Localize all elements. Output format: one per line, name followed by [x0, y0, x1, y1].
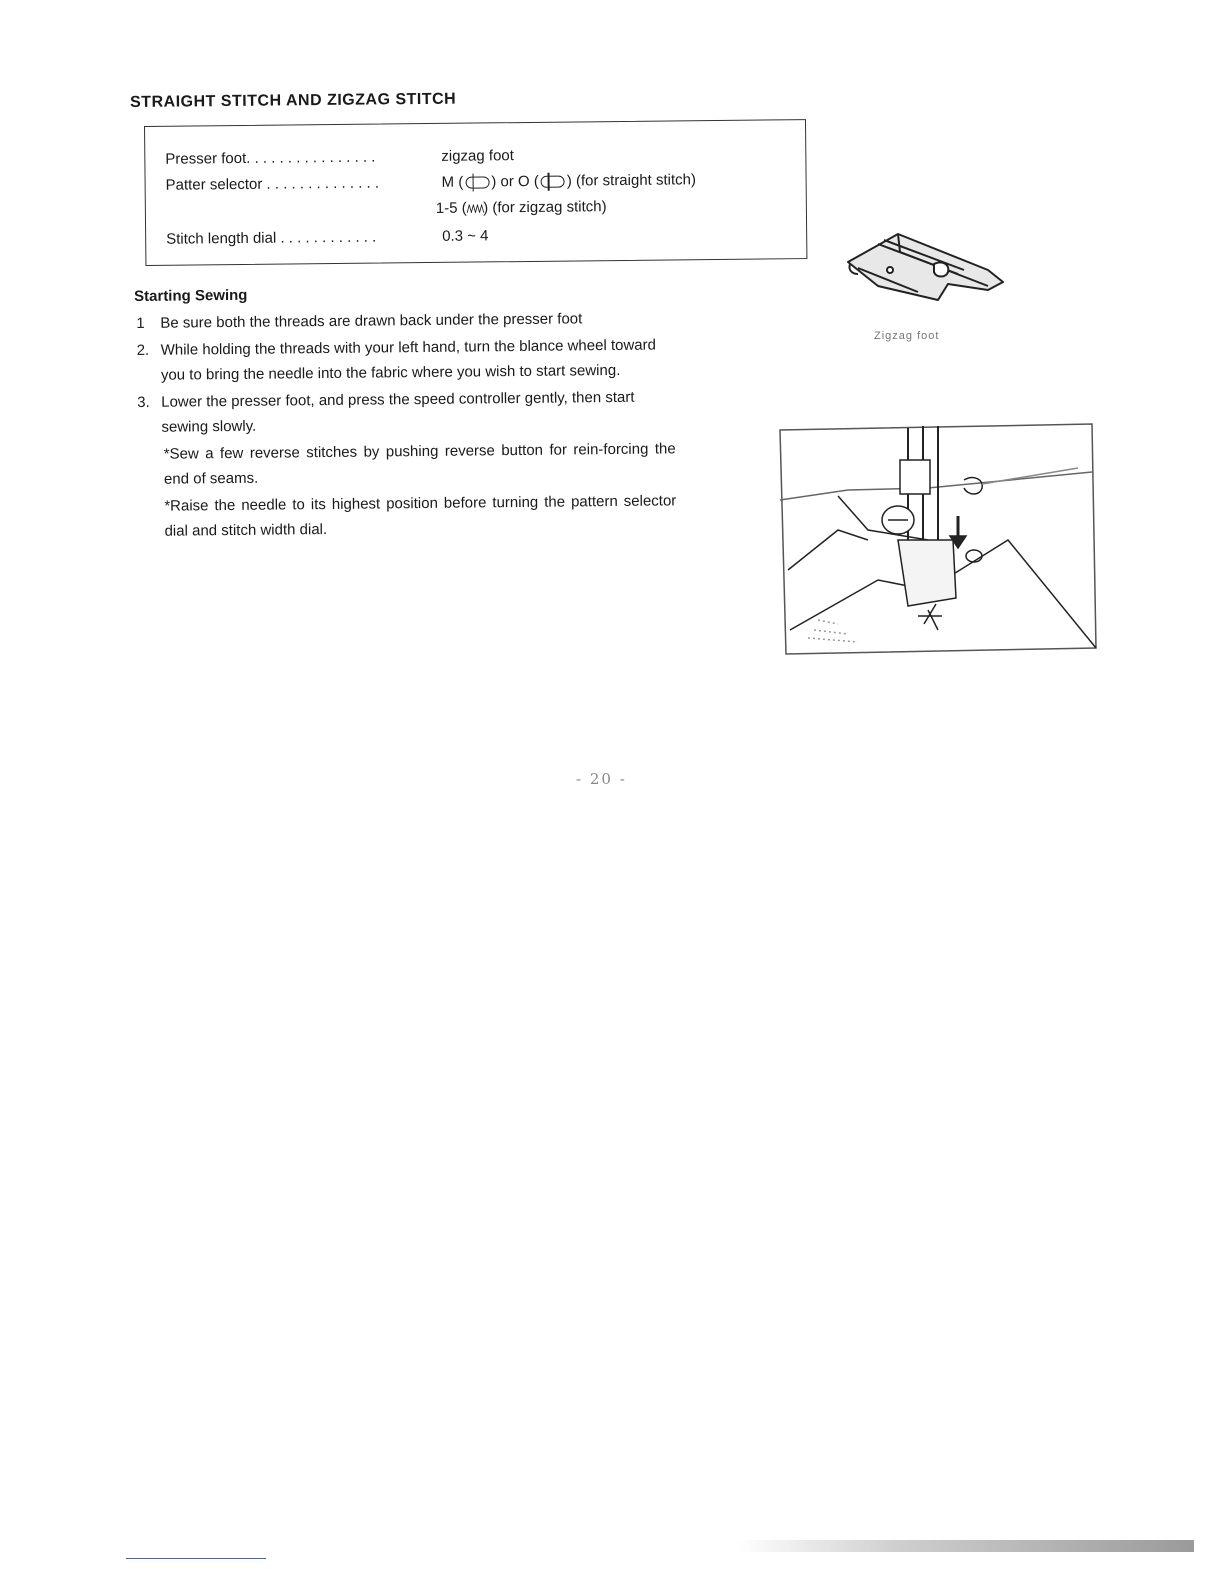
note-raise-needle: *Raise the needle to its highest position before turning the pattern selector dial and stitch width dial. [164, 492, 677, 540]
pattern-selector-row [166, 171, 697, 194]
step-text: Lower the presser foot, and press the speed controller gently, then start sewing slowly. [161, 388, 635, 436]
step-2 [135, 332, 675, 388]
presser-foot-label: Presser foot. . . . . . . . . . . . . . . . [165, 148, 376, 168]
stitch-length-row [166, 227, 488, 247]
step-text: Be sure both the threads are drawn back under the presser foot [160, 310, 583, 332]
step-1 [134, 305, 674, 336]
footer-scan-edge [736, 1540, 1194, 1552]
straight-stitch-note: ) (for straight stitch) [566, 171, 697, 190]
pattern-selector-label: Patter selector . . . . . . . . . . . . . . [165, 174, 380, 194]
figure-caption: Zigzag foot [874, 330, 940, 342]
note-reverse-stitches: *Sew a few reverse stitches by pushing reverse button for rein-forcing the end of seams. [163, 440, 676, 488]
step-number: 2. [136, 341, 150, 359]
starting-sewing-section [134, 282, 677, 544]
step-number: 3. [137, 393, 150, 411]
starting-sewing-title: Starting Sewing [134, 286, 248, 305]
settings-box [144, 119, 807, 266]
step-number: 1 [136, 314, 145, 332]
pattern-m-text: M ( [441, 173, 464, 191]
zigzag-note: ) (for zigzag stitch) [483, 198, 607, 217]
presser-foot-row [165, 147, 514, 168]
stitch-length-label: Stitch length dial . . . . . . . . . . . . [166, 228, 377, 248]
section-heading: STRAIGHT STITCH AND ZIGZAG STITCH [130, 90, 457, 111]
page-number: - 20 - [576, 770, 627, 788]
zigzag-row [436, 198, 607, 217]
stitch-length-value: 0.3 ~ 4 [442, 227, 489, 245]
presser-foot-value: zigzag foot [441, 147, 514, 165]
step-text: While holding the threads with your left hand, turn the blance wheel toward you to bring the needle into the fabric where you wish to start sewing. [160, 336, 657, 384]
zigzag-range: 1-5 ( [435, 199, 467, 217]
zigzag-stitch-icon: /\/\/\/\ [466, 203, 484, 216]
straight-stitch-center-icon [465, 176, 489, 188]
zigzag-foot-illustration [838, 224, 1014, 324]
needle-area-illustration [778, 420, 1098, 656]
pattern-o-text: ) or O ( [491, 172, 539, 191]
footer-rule-left [126, 1558, 266, 1559]
straight-stitch-left-icon [541, 176, 565, 188]
step-3 [135, 384, 675, 440]
